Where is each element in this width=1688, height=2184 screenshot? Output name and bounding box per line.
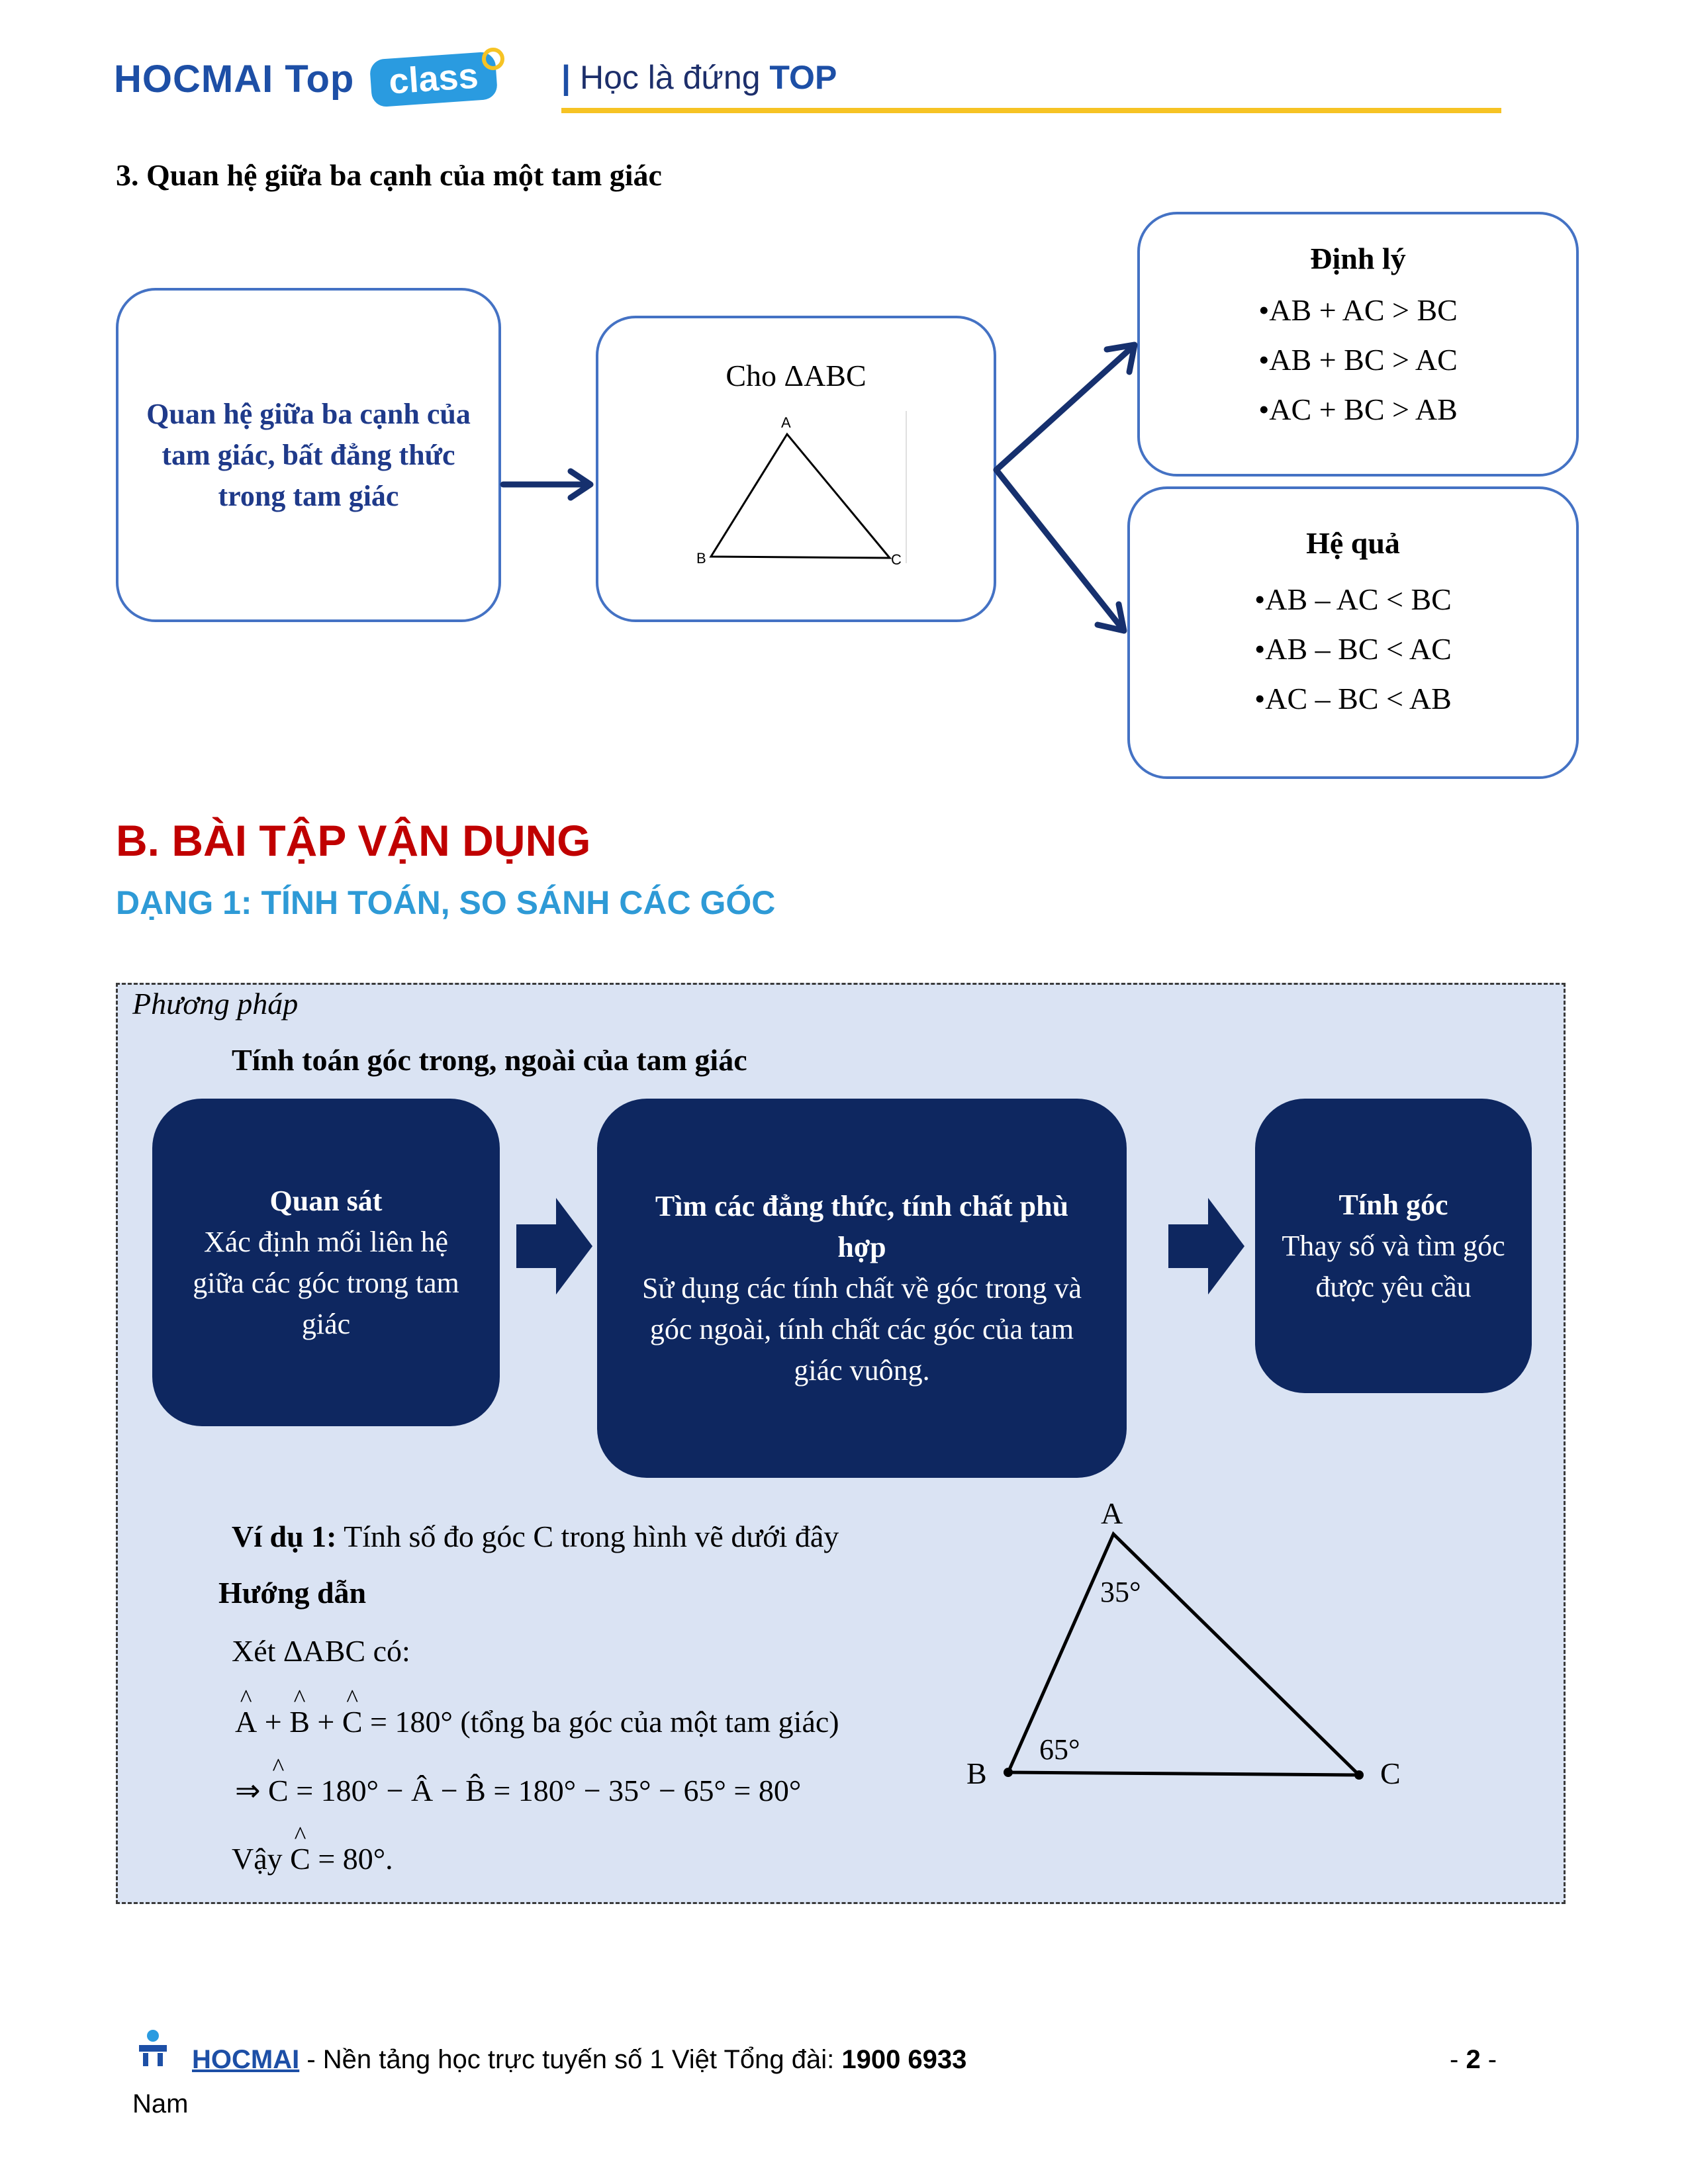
- solution-line-sum: ^ A + ^ B + ^ C = 180° (tổng ba góc của một tam giác): [235, 1704, 839, 1739]
- small-tri-label-a: A: [781, 414, 791, 431]
- section-b-title: B. BÀI TẬP VẬN DỤNG: [116, 816, 591, 865]
- method-subtitle: Tính toán góc trong, ngoài của tam giác: [232, 1043, 747, 1077]
- corollary-item: •AB – BC < AC: [1254, 632, 1452, 666]
- fig-label-c: C: [1380, 1756, 1401, 1790]
- theorem-item: •AB + AC > BC: [1258, 293, 1458, 327]
- type1-title: DẠNG 1: TÍNH TOÁN, SO SÁNH CÁC GÓC: [116, 884, 776, 921]
- example-title: Ví dụ 1: Tính số đo góc C trong hình vẽ dưới đây: [232, 1520, 839, 1553]
- corollary-heading: Hệ quả: [1306, 526, 1400, 560]
- relation-box-text: Quan hệ giữa ba cạnh của tam giác, bất đẳng thức trong tam giác: [146, 397, 471, 512]
- solution-line-consider: Xét ΔABC có:: [232, 1634, 410, 1668]
- fig-label-b: B: [966, 1756, 987, 1790]
- hocmai-logo-text: HOCMAI Top: [114, 58, 355, 101]
- guide-heading: Hướng dẫn: [218, 1576, 367, 1610]
- topclass-logo-badge: class: [369, 51, 498, 107]
- theorem-heading: Định lý: [1310, 242, 1406, 275]
- flow-arrows: [0, 0, 1688, 827]
- step-observe-box: [152, 1099, 500, 1426]
- tagline: | Học là đứng TOP: [561, 59, 837, 96]
- page-number: - 2 -: [1450, 2045, 1497, 2074]
- step-heading: Tìm các đẳng thức, tính chất phù hợp: [655, 1189, 1069, 1263]
- step-body: Sử dụng các tính chất về góc trong và góc ngoài, tính chất các góc của tam giác vuông.: [641, 1271, 1082, 1387]
- method-label: Phương pháp: [132, 987, 299, 1021]
- theorem-item: •AC + BC > AB: [1258, 392, 1458, 426]
- solution-line-compute: ⇒ ^ C = 180° − Â − B̂ = 180° − 35° − 65° = 80°: [235, 1772, 801, 1808]
- section-title: 3. Quan hệ giữa ba cạnh của một tam giác: [116, 158, 662, 192]
- footer-text: HOCMAI - Nền tảng học trực tuyến số 1 Việt Tổng đài: 1900 6933: [192, 2045, 967, 2074]
- fig-label-a: A: [1101, 1496, 1123, 1530]
- step-heading: Tính góc: [1338, 1188, 1448, 1221]
- small-tri-label-c: C: [891, 551, 902, 568]
- step-find-box: [597, 1099, 1127, 1478]
- step-body: Thay số và tìm góc được yêu cầu: [1282, 1229, 1505, 1303]
- step-compute-box: [1255, 1099, 1532, 1393]
- corollary-item: •AB – AC < BC: [1254, 582, 1452, 616]
- solution-conclusion: Vậy ^ C = 80°.: [232, 1841, 393, 1876]
- fig-angle-a: 35°: [1100, 1576, 1141, 1608]
- small-tri-label-b: B: [696, 550, 706, 567]
- example-triangle-figure: [940, 1489, 1450, 1813]
- footer-brand-link[interactable]: HOCMAI: [192, 2045, 300, 2074]
- footer-line2: Nam: [132, 2089, 189, 2118]
- fig-angle-b: 65°: [1039, 1733, 1080, 1766]
- right-arrow-icon: [510, 1195, 596, 1300]
- given-label: Cho ΔABC: [726, 359, 867, 392]
- right-arrow-icon: [1162, 1195, 1248, 1300]
- step-heading: Quan sát: [269, 1184, 383, 1217]
- theorem-item: •AB + BC > AC: [1258, 343, 1458, 377]
- step-body: Xác định mối liên hệ giữa các góc trong tam giác: [193, 1225, 459, 1340]
- hocmai-footer-icon: [130, 2026, 176, 2073]
- corollary-item: •AC – BC < AB: [1254, 682, 1452, 715]
